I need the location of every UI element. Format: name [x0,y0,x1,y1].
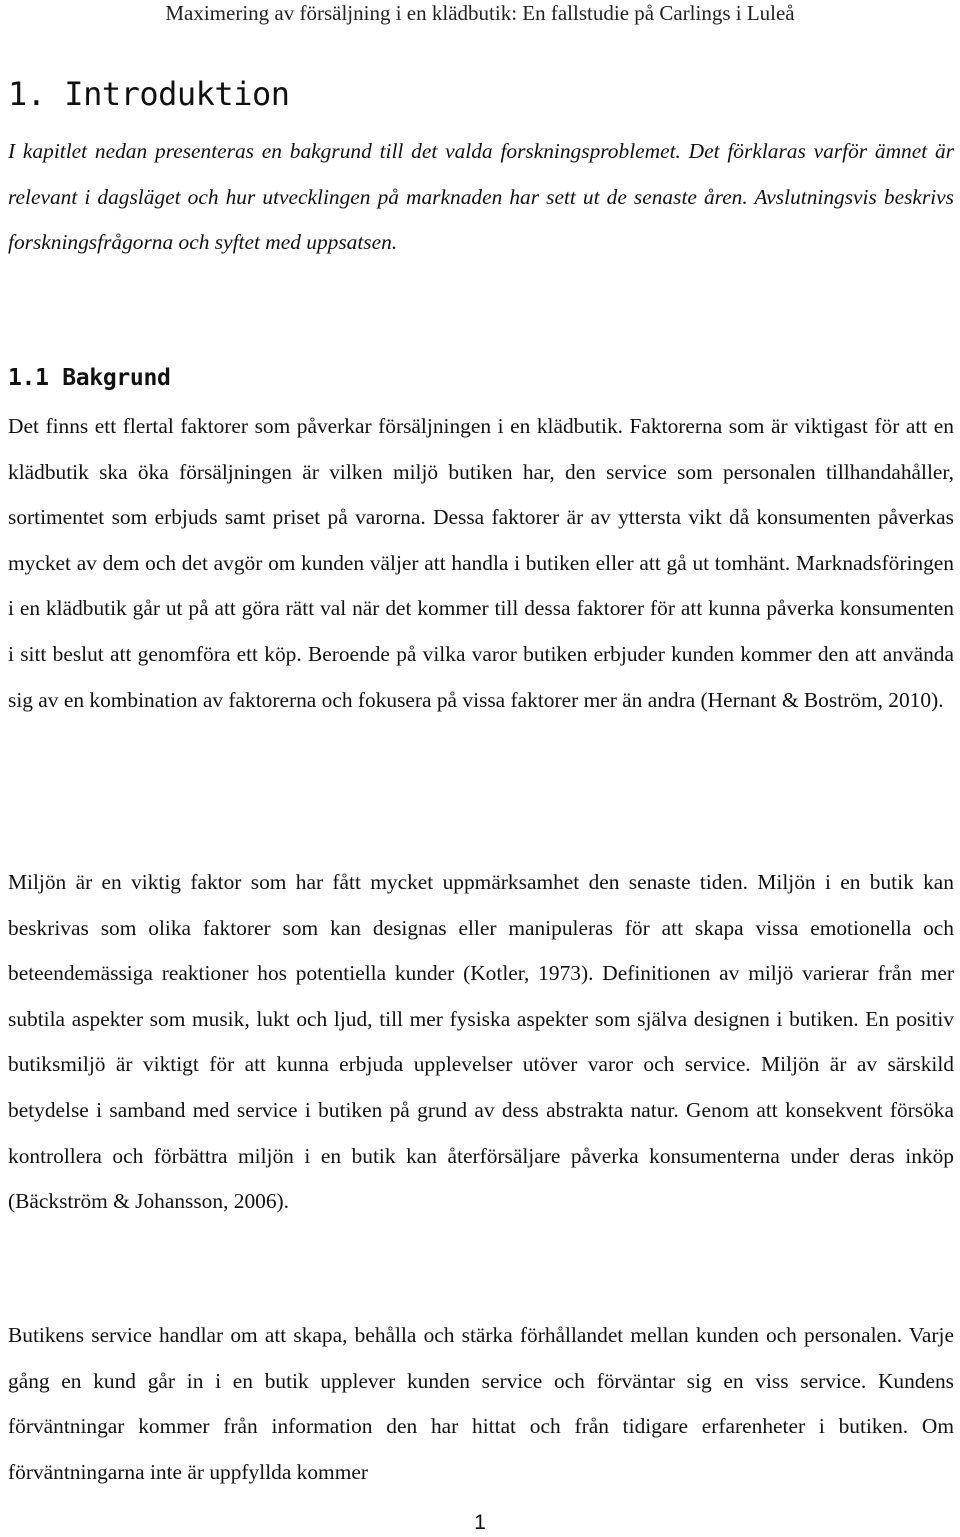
section-intro: I kapitlet nedan presenteras en bakgrund till det valda forskningsproblemet. Det förklaras varför ämnet är relevant i dagsläget och hur utvecklingen på marknaden har sett ut de senaste åren. Avslutningsvis beskrivs forskningsfrågorna och syftet med uppsatsen. [8,139,954,255]
subsection-heading: 1.1 Bakgrund [8,365,171,391]
paragraph-service: Butikens service handlar om att skapa, behålla och stärka förhållandet mellan kunden och personalen. Varje gång en kund går in i en butik upplever kunden service och förväntar sig en viss service. Kundens förväntningar kommer från information den har hittat och från tidigare erfarenheter i butiken. Om förväntningarna inte är uppfyllda kommer [8,1323,954,1484]
page-number: 1 [474,1511,486,1534]
running-header: Maximering av försäljning i en klädbutik: En fallstudie på Carlings i Luleå [165,1,795,25]
paragraph-factors: Det finns ett flertal faktorer som påverkar försäljningen i en klädbutik. Faktorerna som är viktigast för att en klädbutik ska öka försäljningen är vilken miljö butiken har, den service som personalen tillhandahåller, sortimentet som erbjuds samt priset på varorna. Dessa faktorer är av yttersta vikt då konsumenten påverkas mycket av dem och det avgör om kunden väljer att handla i butiken eller att gå ut tomhänt. Marknadsföringen i en klädbutik går ut på att göra rätt val när det kommer till dessa faktorer för att kunna påverka konsumenten i sitt beslut att genomföra ett köp. Beroende på vilka varor butiken erbjuder kunden kommer den att använda sig av en kombination av faktorerna och fokusera på vissa faktorer mer än andra (Hernant & Boström, 2010). [8,414,954,712]
section-heading: 1. Introduktion [8,75,290,113]
paragraph-environment: Miljön är en viktig faktor som har fått mycket uppmärksamhet den senaste tiden. Miljön i en butik kan beskrivas som olika faktorer som kan designas eller manipuleras för att skapa vissa emotionella och beteendemässiga reaktioner hos potentiella kunder (Kotler, 1973). Definitionen av miljö varierar från mer subtila aspekter som musik, lukt och ljud, till mer fysiska aspekter som själva designen i butiken. En positiv butiksmiljö är viktigt för att kunna erbjuda upplevelser utöver varor och service. Miljön är av särskild betydelse i samband med service i butiken på grund av dess abstrakta natur. Genom att konsekvent försöka kontrollera och förbättra miljön i en butik kan återförsäljare påverka konsumenterna under deras inköp (Bäckström & Johansson, 2006). [8,870,954,1214]
